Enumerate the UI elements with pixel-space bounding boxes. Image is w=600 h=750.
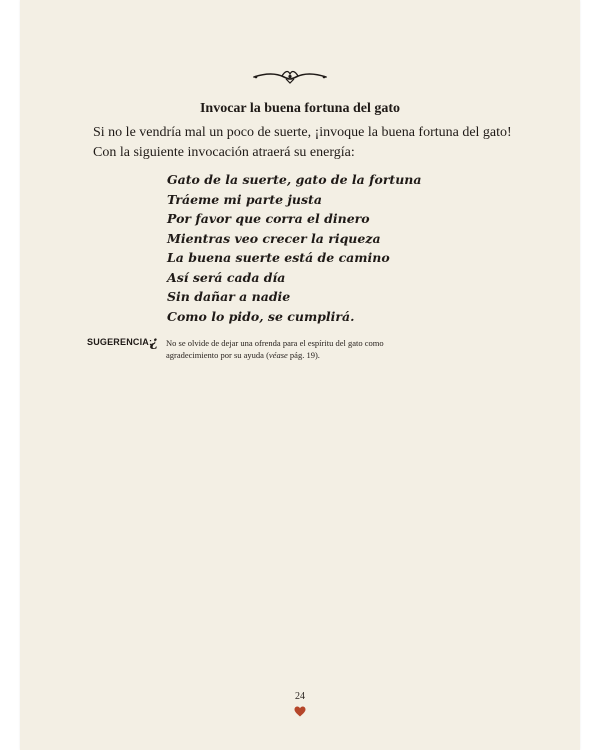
verse-line: Gato de la suerte, gato de la fortuna <box>167 172 422 187</box>
tip-text-part: pág. 19). <box>287 350 320 360</box>
tip-label: SUGERENCIA: <box>87 337 153 347</box>
tip-text <box>166 337 436 361</box>
intro-paragraph: Si no le vendría mal un poco de suerte, ¡invoque la buena fortuna del gato! Con la siguiente invocación atraerá su energía: <box>93 125 512 160</box>
heart-icon <box>294 706 306 717</box>
section-title: Invocar la buena fortuna del gato <box>199 101 401 116</box>
verse-line: Así será cada día <box>167 269 286 285</box>
verse-line: Como lo pido, se cumplirá. <box>167 308 355 324</box>
tip-marker-icon: ¿ <box>150 334 159 350</box>
verse-line: Sin dañar a nadie <box>167 289 291 304</box>
book-page <box>20 0 580 750</box>
page-number: 24 <box>295 691 305 702</box>
verse-line: La buena suerte está de camino <box>167 250 390 265</box>
verse-line: Por favor que corra el dinero <box>167 211 370 226</box>
flourish-ornament-icon <box>252 67 328 85</box>
invocation-verses <box>167 170 421 326</box>
verse-line: Tráeme mi parte justa <box>167 191 322 207</box>
tip-text-part: No se olvide de dejar una ofrenda para el espíritu del gato como agradecimiento por su ayuda ( <box>166 338 384 360</box>
tip-text-emphasis: véase <box>268 350 288 360</box>
verse-line: Mientras veo crecer la riqueza <box>167 230 381 246</box>
